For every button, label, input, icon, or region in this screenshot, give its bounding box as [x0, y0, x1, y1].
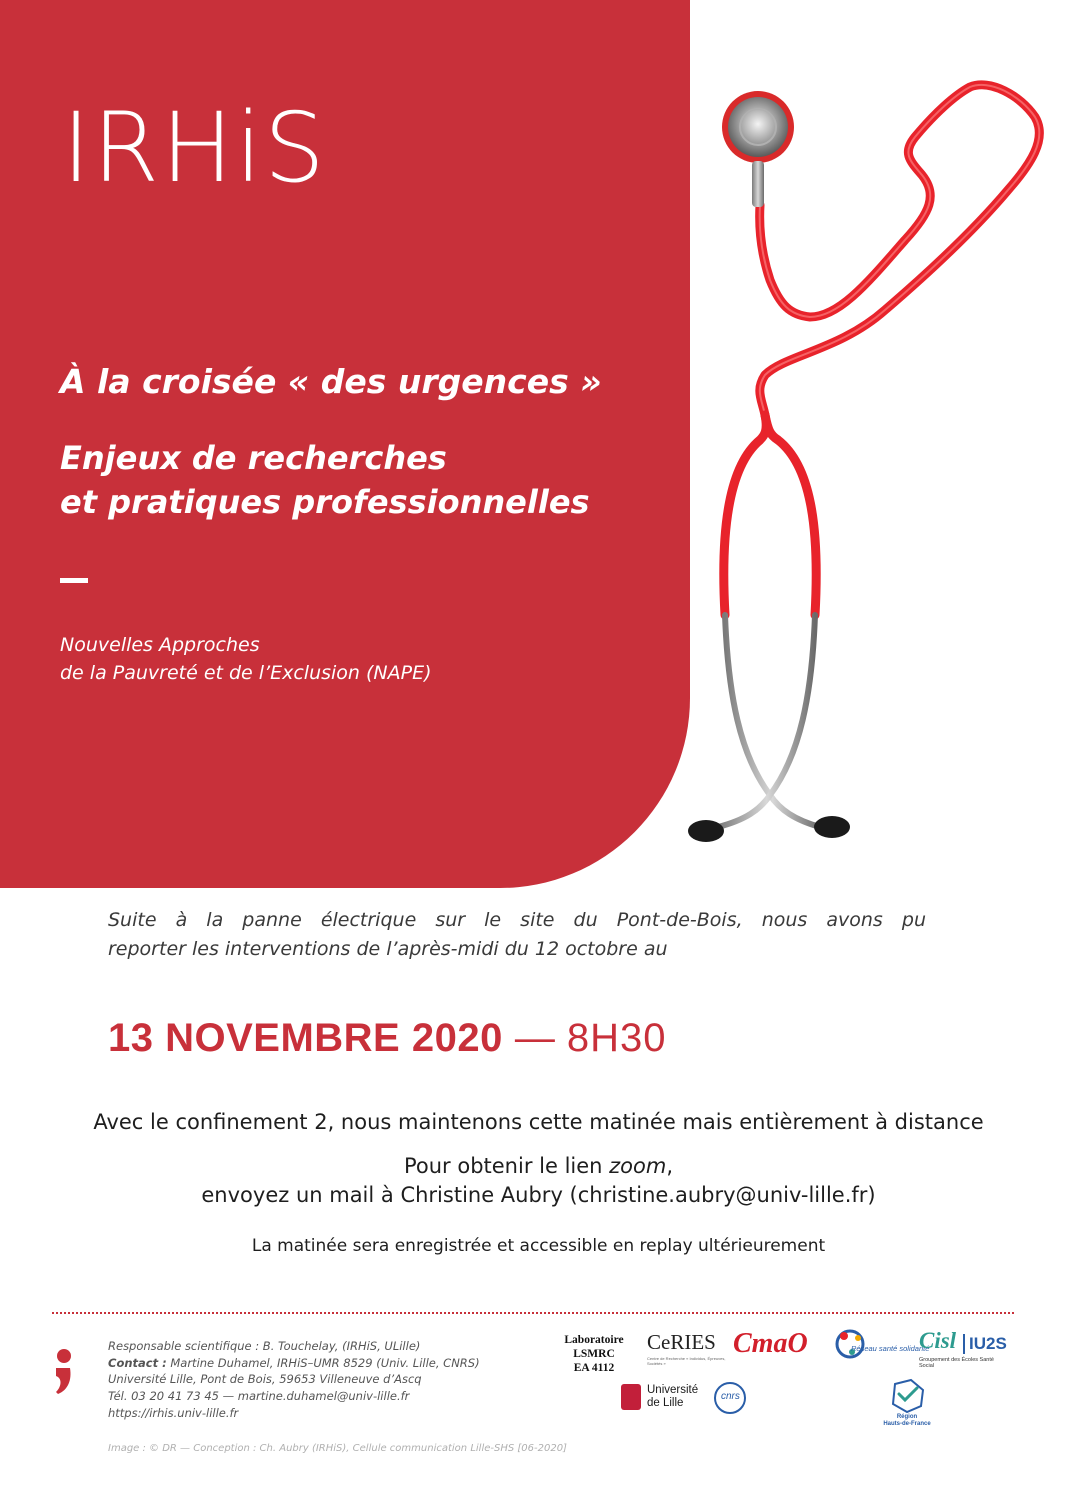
ulille-line-1: Université	[647, 1384, 699, 1396]
footer-divider	[52, 1312, 1014, 1314]
region-line-2: Hauts-de-France	[883, 1420, 931, 1427]
program-line-1: Nouvelles Approches	[60, 634, 260, 656]
lsmrc-logo	[545, 1334, 643, 1375]
divider-dash	[60, 578, 88, 583]
contact-value: Martine Duhamel, IRHiS–UMR 8529 (Univ. Lille, CNRS)	[166, 1355, 480, 1370]
iu2s-subtitle: Groupement des Écoles Santé Social	[919, 1357, 994, 1369]
address: Université Lille, Pont de Bois, 59653 Villeneuve d’Ascq	[108, 1372, 422, 1387]
event-time: 8H30	[566, 1016, 667, 1060]
universite-lille-logo	[621, 1382, 721, 1414]
program-line-2: de la Pauvreté et de l’Exclusion (NAPE)	[60, 661, 432, 684]
irhis-logo: IRHiS	[62, 92, 327, 204]
cmao-logo: CmaO	[733, 1328, 808, 1359]
notice-line-2: reporter les interventions de l’après-midi du 12 octobre au	[108, 937, 668, 960]
lsmrc-line-2: EA 4112	[573, 1361, 615, 1374]
subtitle-line-2: et pratiques professionnelles	[60, 483, 590, 522]
isl-logo: Cisl	[919, 1328, 957, 1353]
irhis-mark-icon	[52, 1348, 76, 1396]
website-link[interactable]: https://irhis.univ-lille.fr	[108, 1405, 239, 1420]
reseau-sante-text: Réseau santé solidarité	[851, 1344, 930, 1353]
info-zoom-em: zoom	[609, 1154, 667, 1178]
info-replay: La matinée sera enregistrée et accessible en replay ultérieurement	[251, 1236, 826, 1256]
subtitle-line-1: Enjeux de recherches	[60, 439, 447, 477]
cnrs-text: cnrs	[721, 1391, 740, 1402]
responsable: Responsable scientifique : B. Touchelay, (IRHiS, ULille)	[108, 1339, 421, 1353]
notice-line-1: Suite à la panne électrique sur le site du Pont-de-Bois, nous avons pu	[108, 909, 926, 931]
partner-logos	[545, 1326, 1015, 1436]
event-date	[108, 1014, 666, 1062]
universite-lille-mark	[621, 1384, 641, 1410]
ceries-logo: CeRIES	[647, 1330, 716, 1354]
info-zoom-line-2[interactable]: envoyez un mail à Christine Aubry (christine.aubry@univ-lille.fr)	[201, 1183, 876, 1208]
lsmrc-line-1: Laboratoire LSMRC	[564, 1334, 624, 1360]
event-date-day: 13 NOVEMBRE 2020	[108, 1016, 503, 1060]
event-subtitle	[60, 436, 590, 524]
info-zoom-prefix: Pour obtenir le lien	[403, 1154, 610, 1178]
info-zoom	[0, 1152, 1077, 1211]
event-title: À la croisée « des urgences »	[60, 362, 602, 401]
contact-block	[108, 1338, 480, 1421]
event-date-separator: —	[514, 1016, 555, 1060]
stethoscope-phone-icon	[670, 55, 1070, 855]
ulille-line-2: de Lille	[647, 1397, 684, 1410]
hero-panel	[0, 0, 690, 888]
region-hdf-text	[882, 1414, 932, 1427]
phone-email[interactable]: Tél. 03 20 41 73 45 — martine.duhamel@univ-lille.fr	[108, 1389, 410, 1404]
ceries-subtitle: Centre de Recherche « Individus, Épreuves, Sociétés »	[647, 1356, 726, 1366]
region-line-1: Région	[896, 1414, 918, 1420]
universite-lille-text	[647, 1384, 698, 1410]
info-zoom-suffix: ,	[666, 1154, 674, 1178]
postponement-notice	[108, 906, 926, 963]
credits: Image : © DR — Conception : Ch. Aubry (IRHiS), Cellule communication Lille-SHS [06-2020]	[108, 1443, 567, 1454]
info-remote: Avec le confinement 2, nous maintenons cette matinée mais entièrement à distance	[93, 1110, 984, 1134]
iu2s-logo: IU2S	[963, 1334, 1007, 1354]
contact-line	[108, 1355, 480, 1372]
info-zoom-line-1	[0, 1152, 1077, 1181]
contact-label: Contact :	[108, 1355, 167, 1370]
program-name	[60, 632, 432, 687]
